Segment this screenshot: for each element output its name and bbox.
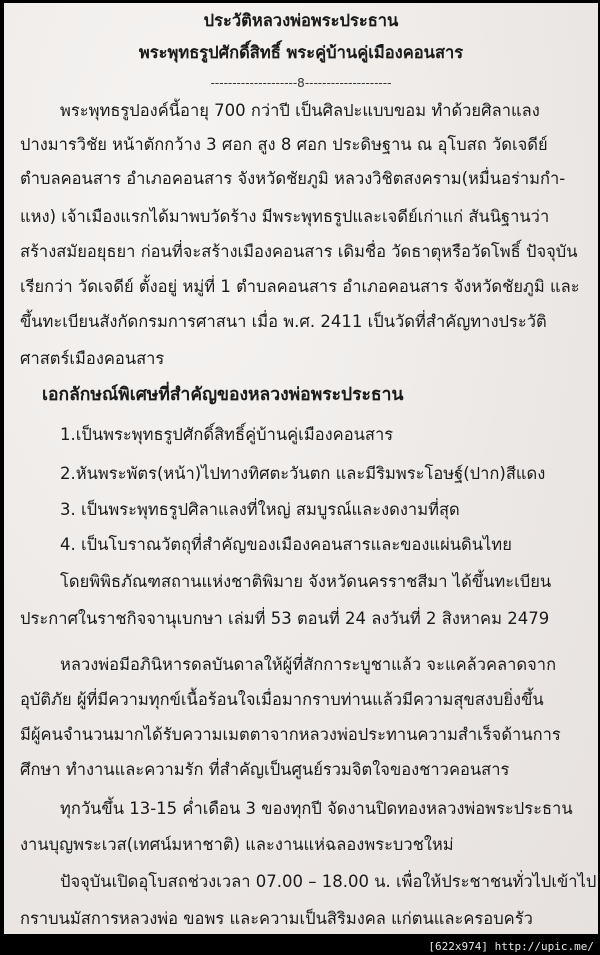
paragraph-line: อุบัติภัย ผู้ที่มีความทุกข์เนื้อร้อนใจเมื่อมากราบท่านแล้วมีความสุขสงบยิ่งขึ้น <box>20 690 544 709</box>
document-title: ประวัติหลวงพ่อพระประธาน <box>203 11 399 30</box>
paragraph-line: เรียกว่า วัดเจดีย์ ตั้งอยู่ หมู่ที่ 1 ตำบลคอนสาร อำเภอคอนสาร จังหวัดชัยภูมิ และ <box>20 277 580 296</box>
paragraph-line: กราบนมัสการหลวงพ่อ ขอพร และความเป็นสิริมงคล แก่ตนและครอบครัว <box>20 909 533 928</box>
paragraph-line: ตำบลคอนสาร อำเภอคอนสาร จังหวัดชัยภูมิ หลวงวิชิตสงคราม(หมื่นอร่ามกำ- <box>20 169 566 188</box>
paragraph-line: มีผู้คนจำนวนมากได้รับความเมตตาจากหลวงพ่อประทานความสำเร็จด้านการ <box>20 725 561 744</box>
list-item: 2.หันพระพัตร(หน้า)ไปทางทิศตะวันตก และมีริมพระโอษฐ์(ปาก)สีแดง <box>60 464 546 483</box>
paragraph-line: หลวงพ่อมีอภินิหารดลบันดาลให้ผู้ที่สักการะบูชาแล้ว จะแคล้วคลาดจาก <box>60 655 557 674</box>
paragraph-line: โดยพิพิธภัณฑสถานแห่งชาติพิมาย จังหวัดนครราชสีมา ได้ขึ้นทะเบียน <box>60 572 552 591</box>
paragraph-line: ทุกวันขึ้น 13-15 ค่ำเดือน 3 ของทุกปี จัดงานปิดทองหลวงพ่อพระประธาน <box>60 799 573 818</box>
list-item: 4. เป็นโบราณวัตถุที่สำคัญของเมืองคอนสารและของแผ่นดินไทย <box>60 535 512 554</box>
scanned-document-page <box>4 3 598 934</box>
section-heading: เอกลักษณ์พิเศษที่สำคัญของหลวงพ่อพระประธาน <box>42 385 404 405</box>
paragraph-line: งานบุญพระเวส(เทศน์มหาชาติ) และงานแห่ฉลองพระบวชใหม่ <box>20 835 454 854</box>
section-divider: --------------------8-------------------- <box>210 76 392 90</box>
paragraph-line: ศึกษา ทำงานและความรัก ที่สำคัญเป็นศูนย์รวมจิตใจของชาวคอนสาร <box>20 760 510 779</box>
list-item: 3. เป็นพระพุทธรูปศิลาแลงที่ใหญ่ สมบูรณ์และงดงามที่สุด <box>60 500 460 519</box>
document-subtitle: พระพุทธรูปศักดิ์สิทธิ์ พระคู่บ้านคู่เมืองคอนสาร <box>138 43 464 62</box>
image-host-watermark: [622x974] http://upic.me/ <box>428 940 594 953</box>
paragraph-line: ประกาศในราชกิจจานุเบกษา เล่มที่ 53 ตอนที่ 24 ลงวันที่ 2 สิงหาคม 2479 <box>20 609 550 628</box>
paragraph-line: พระพุทธรูปองค์นี้อายุ 700 กว่าปี เป็นศิลปะแบบขอม ทำด้วยศิลาแลง <box>60 101 540 120</box>
paragraph-line: ปัจจุบันเปิดอุโบสถช่วงเวลา 07.00 – 18.00 น. เพื่อให้ประชาชนทั่วไปเข้าไป <box>60 872 597 891</box>
paragraph-line: ศาสตร์เมืองคอนสาร <box>20 349 165 368</box>
paragraph-line: ปางมารวิชัย หน้าตักกว้าง 3 ศอก สูง 8 ศอก ประดิษฐาน ณ อุโบสถ วัดเจดีย์ <box>20 135 548 154</box>
list-item: 1.เป็นพระพุทธรูปศักดิ์สิทธิ์คู่บ้านคู่เมืองคอนสาร <box>60 425 394 444</box>
paragraph-line: ขึ้นทะเบียนสังกัดกรมการศาสนา เมื่อ พ.ศ. 2411 เป็นวัดที่สำคัญทางประวัติ <box>20 312 547 331</box>
paragraph-line: สร้างสมัยอยุธยา ก่อนที่จะสร้างเมืองคอนสาร เดิมชื่อ วัดธาตุหรือวัดโพธิ์ ปัจจุบัน <box>20 242 578 261</box>
paragraph-line: แหง) เจ้าเมืองแรกได้มาพบวัดร้าง มีพระพุทธรูปและเจดีย์เก่าแก่ สันนิฐานว่า <box>20 207 550 226</box>
